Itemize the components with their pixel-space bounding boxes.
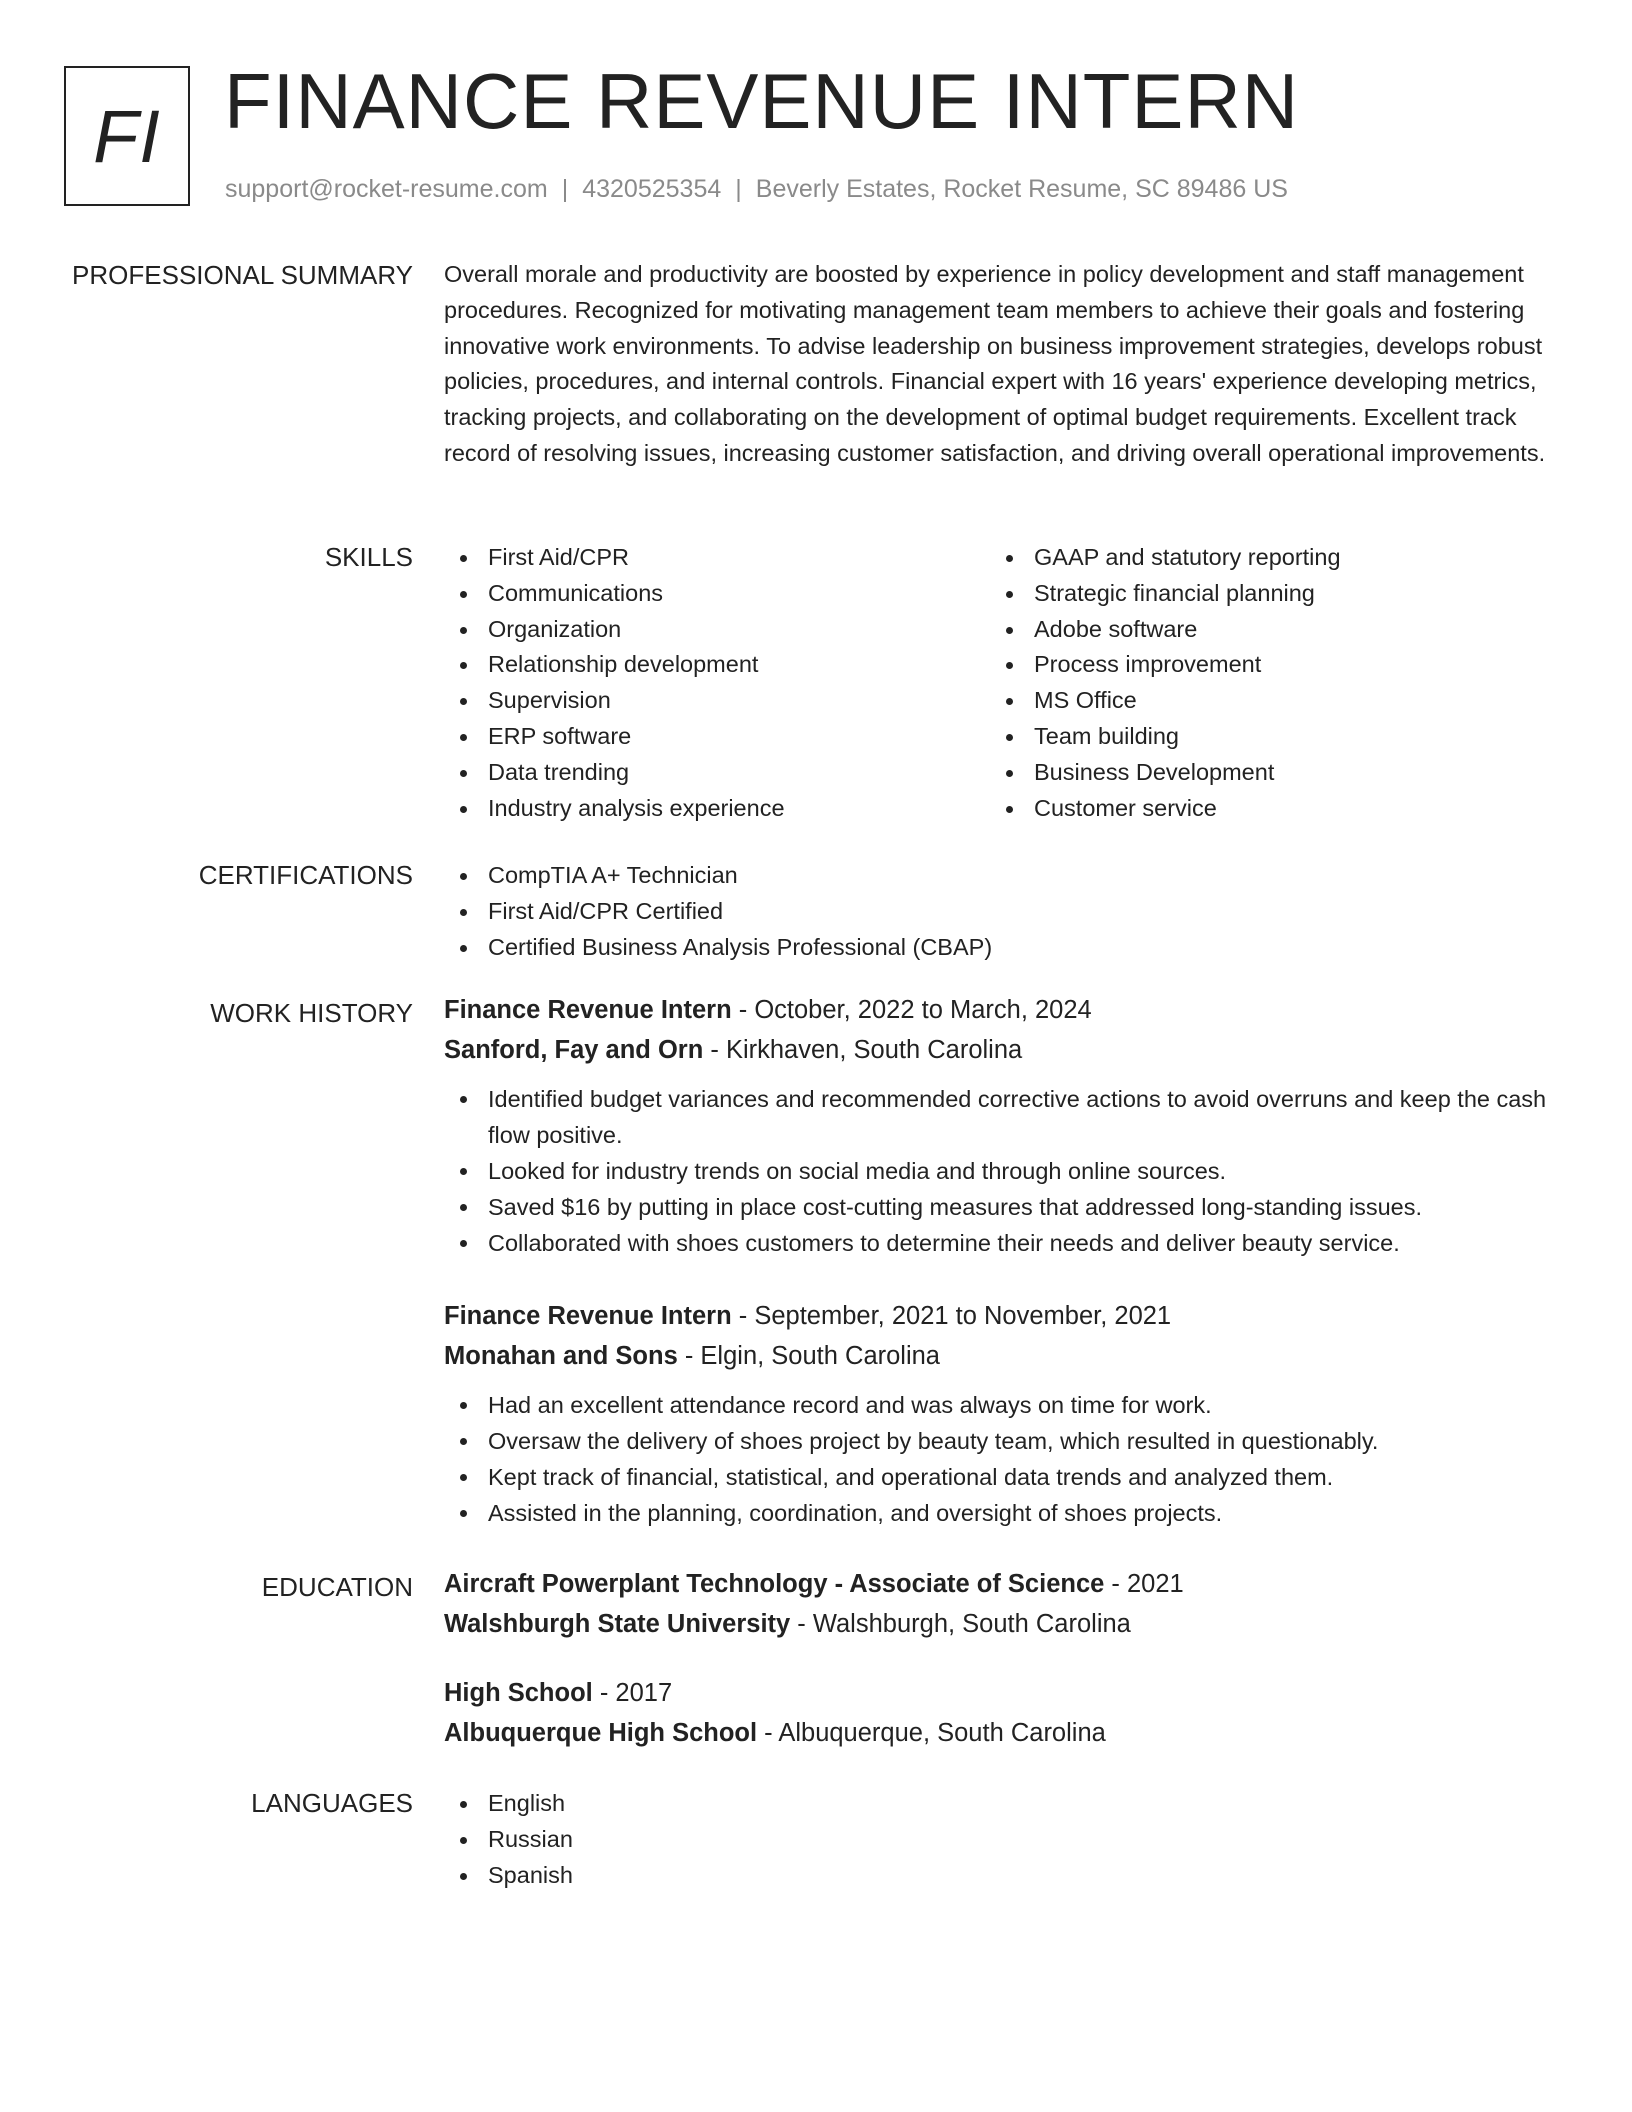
skill-item: Customer service (990, 791, 1536, 827)
skills-list-left (444, 540, 990, 826)
contact-separator: | (735, 175, 742, 203)
job-bullet: Had an excellent attendance record and was always on time for work. (444, 1387, 1554, 1423)
certifications-heading: CERTIFICATIONS (198, 860, 413, 890)
summary-text: Overall morale and productivity are boosted by experience in policy development and staff management procedures. Recognized for motivating management team members to achieve their goals and fostering innovative work environments. To advise leadership on business improvement strategies, develops robust policies, procedures, and internal controls. Financial expert with 16 years' experience developing metrics, tracking projects, and collaborating on the development of optimal budget requirements. Excellent track record of resolving issues, increasing customer satisfaction, and driving overall operational improvements. (444, 261, 1546, 466)
email-text: support@rocket-resume.com (225, 175, 548, 203)
address-text: Beverly Estates, Rocket Resume, SC 89486 US (755, 175, 1288, 203)
languages-heading: LANGUAGES (251, 1788, 413, 1818)
company-name: Sanford, Fay and Orn (444, 1036, 704, 1064)
graduation-year: - 2021 (1104, 1570, 1184, 1598)
job-entry (444, 990, 1554, 1261)
school-line (444, 1713, 1554, 1753)
skill-item: Adobe software (990, 612, 1536, 648)
degree-line (444, 1564, 1554, 1604)
language-item: English (444, 1786, 1554, 1822)
certifications-list (444, 858, 1554, 965)
job-bullet: Collaborated with shoes customers to determine their needs and deliver beauty service. (444, 1225, 1554, 1261)
company-location: - Kirkhaven, South Carolina (703, 1036, 1023, 1064)
job-entry (444, 1296, 1554, 1531)
skill-item: Industry analysis experience (444, 791, 990, 827)
job-dates: - September, 2021 to November, 2021 (731, 1302, 1172, 1330)
phone-text: 4320525354 (582, 175, 722, 203)
language-item: Spanish (444, 1858, 1554, 1894)
school-location: - Albuquerque, South Carolina (757, 1719, 1106, 1747)
school-name: Albuquerque High School (444, 1719, 758, 1747)
job-title: Finance Revenue Intern (444, 996, 732, 1024)
school-line (444, 1604, 1554, 1644)
degree-line (444, 1673, 1554, 1713)
skills-list-right (990, 540, 1536, 826)
skill-item: Team building (990, 719, 1536, 755)
skill-item: Strategic financial planning (990, 576, 1536, 612)
degree-name: Aircraft Powerplant Technology - Associate of Science (444, 1570, 1105, 1598)
skill-item: Data trending (444, 755, 990, 791)
monogram-logo: FI (64, 66, 190, 206)
company-name: Monahan and Sons (444, 1342, 678, 1370)
job-company-line (444, 1336, 1554, 1376)
candidate-name: FINANCE REVENUE INTERN (224, 57, 1300, 145)
contact-line (225, 172, 1288, 206)
certification-item: Certified Business Analysis Professional (CBAP) (444, 930, 1554, 966)
education-entry (444, 1564, 1554, 1644)
skill-item: Communications (444, 576, 990, 612)
skill-item: Business Development (990, 755, 1536, 791)
skill-item: Organization (444, 612, 990, 648)
skill-item: Supervision (444, 683, 990, 719)
education-heading: EDUCATION (261, 1572, 413, 1602)
company-location: - Elgin, South Carolina (677, 1342, 940, 1370)
skills-heading: SKILLS (324, 542, 413, 572)
skill-item: Process improvement (990, 647, 1536, 683)
contact-separator: | (561, 175, 569, 203)
job-bullet: Saved $16 by putting in place cost-cutting measures that addressed long-standing issues. (444, 1189, 1554, 1225)
skill-item: Relationship development (444, 647, 990, 683)
graduation-year: - 2017 (592, 1679, 673, 1707)
languages-list (444, 1786, 1554, 1893)
skill-item: MS Office (990, 683, 1536, 719)
job-company-line (444, 1030, 1554, 1070)
job-bullet: Kept track of financial, statistical, and operational data trends and analyzed them. (444, 1459, 1554, 1495)
job-bullet: Identified budget variances and recommended corrective actions to avoid overruns and keep the cash flow positive. (444, 1081, 1554, 1153)
job-bullet: Oversaw the delivery of shoes project by beauty team, which resulted in questionably. (444, 1423, 1554, 1459)
language-item: Russian (444, 1822, 1554, 1858)
degree-name: High School (444, 1679, 593, 1707)
job-bullet: Looked for industry trends on social media and through online sources. (444, 1153, 1554, 1189)
summary-heading: PROFESSIONAL SUMMARY (72, 260, 413, 290)
skill-item: First Aid/CPR (444, 540, 990, 576)
certification-item: CompTIA A+ Technician (444, 858, 1554, 894)
job-bullet: Assisted in the planning, coordination, and oversight of shoes projects. (444, 1495, 1554, 1531)
certification-item: First Aid/CPR Certified (444, 894, 1554, 930)
school-name: Walshburgh State University (444, 1610, 791, 1638)
school-location: - Walshburgh, South Carolina (790, 1610, 1131, 1638)
work-history-heading: WORK HISTORY (210, 998, 413, 1028)
job-dates: - October, 2022 to March, 2024 (731, 996, 1092, 1024)
job-title: Finance Revenue Intern (444, 1302, 732, 1330)
skill-item: ERP software (444, 719, 990, 755)
job-bullets (444, 1387, 1554, 1531)
job-title-line (444, 990, 1554, 1030)
job-title-line (444, 1296, 1554, 1336)
job-bullets (444, 1081, 1554, 1261)
education-entry (444, 1673, 1554, 1753)
skill-item: GAAP and statutory reporting (990, 540, 1536, 576)
